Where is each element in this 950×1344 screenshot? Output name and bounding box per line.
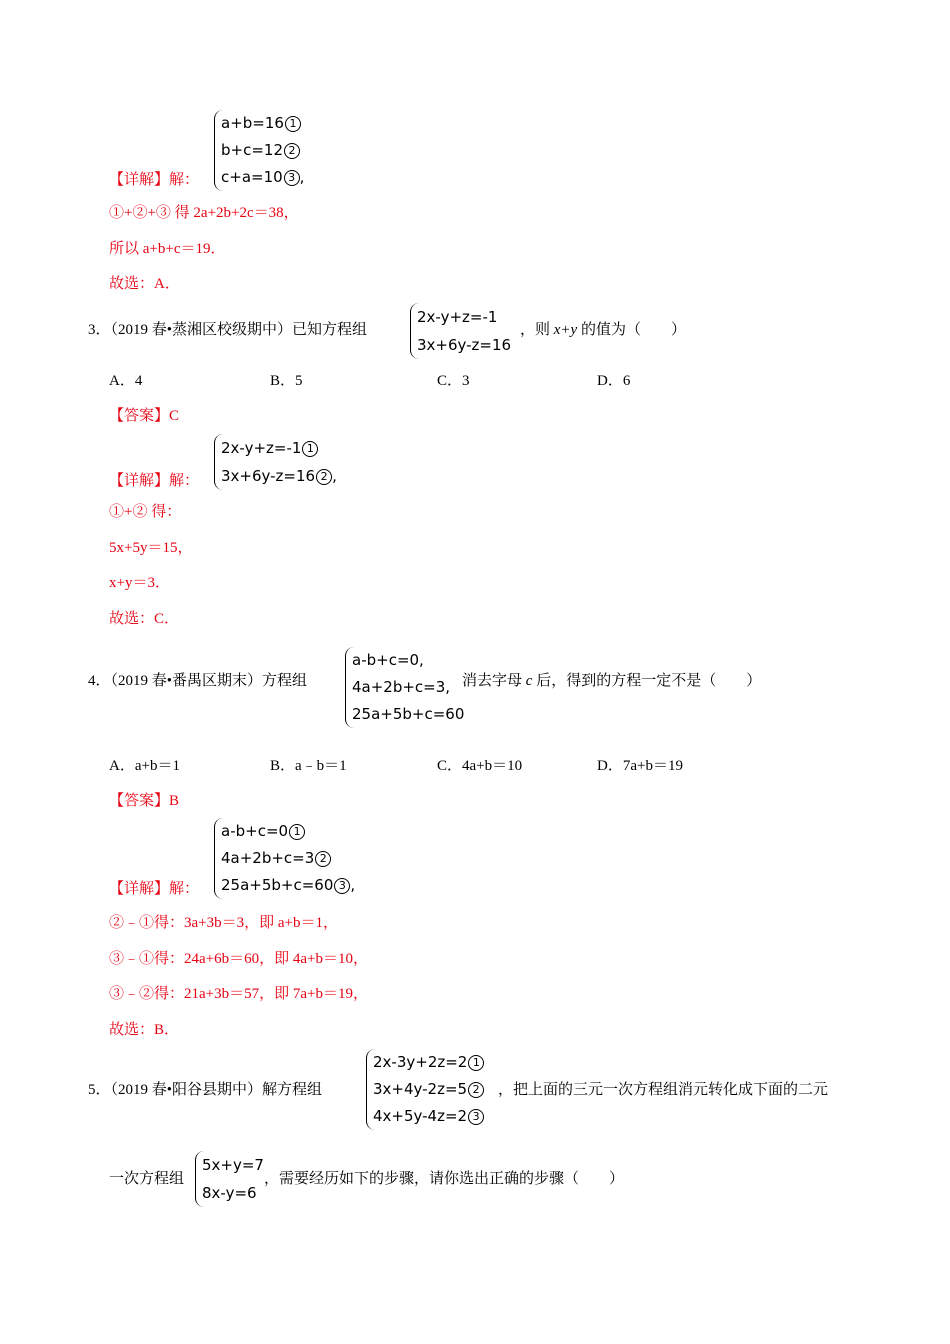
solution-step: 故选：A．: [109, 276, 180, 292]
circled-number: 3: [468, 1109, 484, 1125]
circled-number: 2: [315, 851, 331, 867]
option-a: A．a+b＝1: [109, 758, 180, 774]
equation-row: 4a+2b+c=3,: [352, 678, 451, 696]
question-4-stem: 4．（2019 春•番禺区期末）方程组: [88, 673, 308, 689]
option-c: C．4a+b＝10: [437, 758, 523, 774]
question-5-system: [366, 1049, 484, 1130]
solution-step: ①+② 得：: [109, 504, 182, 520]
detail-label: 【详解】解：: [109, 172, 200, 188]
solution-step: ③﹣②得：21a+3b＝57，即 7a+b＝19，: [109, 986, 368, 1002]
option-d: D．6: [597, 373, 631, 389]
solution-step: 故选：B．: [109, 1022, 180, 1038]
question-4-tail: 消去字母 c 后，得到的方程一定不是（ ）: [462, 673, 762, 689]
equation-row: 2x-y+z=-1: [417, 308, 498, 326]
circled-number: 1: [289, 824, 305, 840]
equation-row: 25a+5b+c=60 3 ,: [221, 876, 356, 894]
equation-system-block2: [214, 110, 304, 191]
circled-number: 2: [284, 143, 300, 159]
equation-row: b+c=12 2: [221, 137, 304, 164]
circled-number: 2: [316, 469, 332, 485]
detail-label: 【详解】解：: [109, 881, 200, 897]
question-3-tail: ，则 x+y 的值为（ ）: [520, 322, 686, 338]
question-5-system2: [195, 1151, 264, 1207]
circled-number: 1: [285, 116, 301, 132]
equation-row: 5x+y=7: [202, 1156, 264, 1174]
question-4-solution-system: [214, 818, 355, 899]
solution-step: ②﹣①得：3a+3b＝3，即 a+b＝1，: [109, 915, 338, 931]
question-3-system: [410, 303, 511, 359]
equation-row: 3x+6y-z=16 2 ,: [221, 467, 337, 485]
solution-step: ③﹣①得：24a+6b＝60，即 4a+b＝10，: [109, 951, 368, 967]
circled-number: 2: [468, 1082, 484, 1098]
equation-row: 4x+5y-4z=2 3: [373, 1103, 484, 1130]
equation-row: 25a+5b+c=60: [352, 705, 465, 723]
answer-label: 【答案】B: [109, 793, 180, 809]
solution-step: ①+②+③ 得 2a+2b+2c＝38，: [109, 205, 299, 221]
circled-number: 1: [468, 1055, 484, 1071]
circled-number: 3: [284, 170, 300, 186]
question-3-solution-system: [214, 434, 337, 490]
equation-row: 3x+4y-2z=5 2: [373, 1076, 484, 1103]
question-4-system: [345, 647, 464, 728]
question-3-stem: 3．（2019 春•蒸湘区校级期中）已知方程组: [88, 322, 368, 338]
solution-step: 所以 a+b+c＝19．: [109, 241, 226, 257]
equation-row: 2x-3y+2z=2 1: [373, 1049, 484, 1076]
solution-step: 故选：C．: [109, 611, 180, 627]
equation-row: 8x-y=6: [202, 1184, 257, 1202]
option-a: A．4: [109, 373, 143, 389]
detail-label: 【详解】解：: [109, 473, 200, 489]
option-c: C．3: [437, 373, 470, 389]
solution-step: 5x+5y＝15，: [109, 540, 193, 556]
equation-row: 2x-y+z=-1 1: [221, 434, 337, 462]
option-b: B．5: [270, 373, 303, 389]
equation-row: a-b+c=0,: [352, 651, 424, 669]
equation-row: 4a+2b+c=3 2: [221, 845, 355, 872]
question-5-stem: 5．（2019 春•阳谷县期中）解方程组: [88, 1082, 323, 1098]
circled-number: 3: [334, 878, 350, 894]
circled-number: 1: [302, 441, 318, 457]
question-5-line2-tail: ，需要经历如下的步骤，请你选出正确的步骤（ ）: [264, 1171, 625, 1187]
solution-step: x+y＝3．: [109, 575, 170, 591]
answer-label: 【答案】C: [109, 408, 180, 424]
question-5-line2-prefix: 一次方程组: [109, 1171, 185, 1187]
option-d: D．7a+b＝19: [597, 758, 683, 774]
question-5-tail: ，把上面的三元一次方程组消元转化成下面的二元: [498, 1082, 829, 1098]
equation-row: a-b+c=0 1: [221, 818, 355, 845]
equation-row: c+a=10 3 ,: [221, 168, 305, 186]
option-b: B．a﹣b＝1: [270, 758, 347, 774]
equation-row: a+b=16 1: [221, 110, 304, 137]
equation-row: 3x+6y-z=16: [417, 336, 512, 354]
